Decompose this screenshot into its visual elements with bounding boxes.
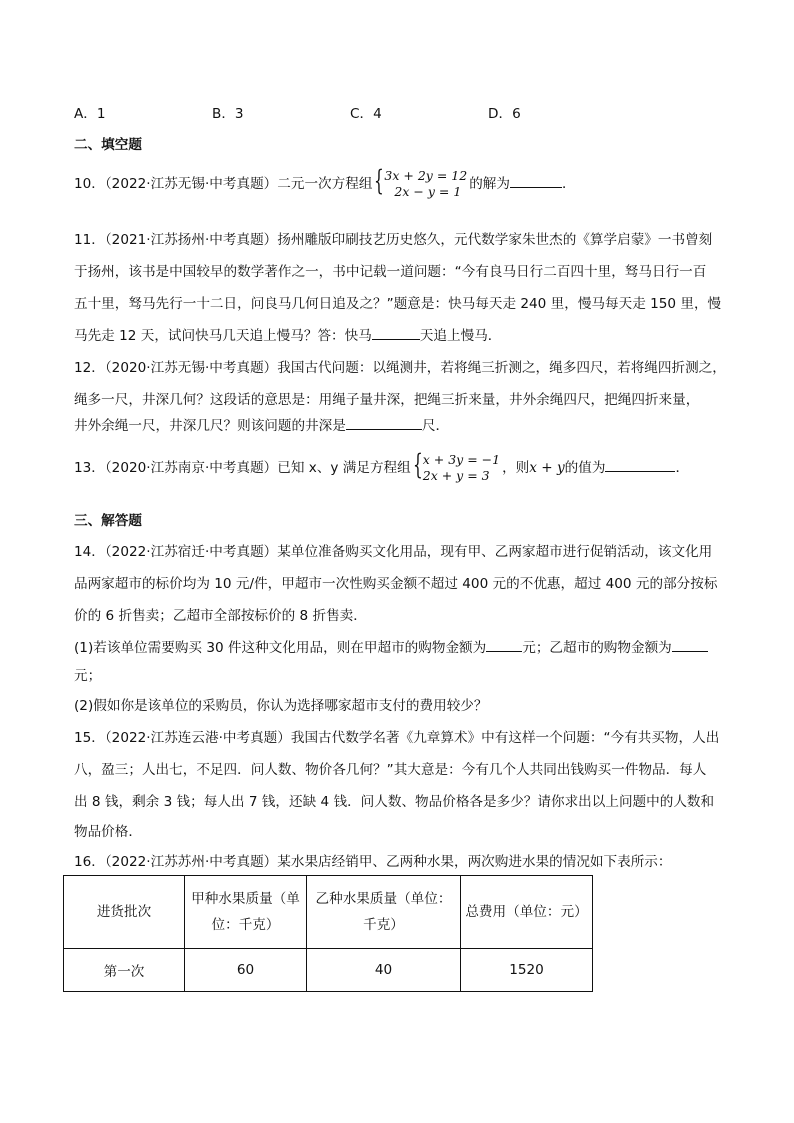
q10-end: ． — [561, 176, 576, 192]
table-cell: 40 — [307, 949, 461, 992]
option-c-value: 4 — [373, 106, 382, 122]
q12-line-3 — [74, 414, 449, 434]
option-b-letter: B． — [212, 106, 235, 122]
q14-part-1-end: 元； — [74, 668, 102, 684]
q11-line-1: 11．（2021·江苏扬州·中考真题）扬州雕版印刷技艺历史悠久，元代数学家朱世杰的《算学启蒙》一书曾刻 — [74, 232, 713, 248]
q12-line-1: 12．（2020·江苏无锡·中考真题）我国古代问题：以绳测井，若将绳三折测之，绳多四尺，若将绳四折测之， — [74, 360, 726, 376]
question-10 — [74, 164, 576, 200]
table-header-cell: 进货批次 — [64, 876, 185, 949]
q11-line-2: 于扬州，该书是中国较早的数学著作之一，书中记载一道问题：“今有良马日行二百四十里，驽马日行一百 — [74, 264, 707, 280]
section-fill-in-title: 二、填空题 — [74, 137, 142, 153]
q14-part-1-mid: 元；乙超市的购物金额为 — [522, 640, 672, 656]
option-c-letter: C． — [350, 106, 374, 122]
q14-part-2: (2)假如你是该单位的采购员，你认为选择哪家超市支付的费用较少？ — [74, 698, 488, 714]
section-answer-title: 三、解答题 — [74, 513, 142, 529]
option-a-value: 1 — [96, 106, 106, 122]
q13-eq1: x + 3y = −1 — [422, 452, 501, 467]
q15-line-2: 八，盈三；人出七，不足四．问人数、物价各几何？”其大意是：今有几个人共同出钱购买一件物品．每人 — [74, 762, 707, 778]
q12-line-3-start: 井外余绳一尺，井深几尺？则该问题的井深是 — [74, 418, 346, 434]
q16-line-1: 16．（2022·江苏苏州·中考真题）某水果店经销甲、乙两种水果，两次购进水果的情况如下表所示： — [74, 854, 672, 870]
table-row — [64, 949, 593, 992]
q12-line-3-end: 尺． — [421, 418, 450, 434]
q14-line-2: 品两家超市的标价均为 10 元/件，甲超市一次性购买金额不超过 400 元的不优惠，超过 400 元的部分按标 — [74, 576, 718, 592]
q13-eq2: 2x + y = 3 — [422, 468, 490, 483]
q11-line-3: 五十里，驽马先行一十二日，问良马几何日追及之？”题意是：快马每天走 240 里，慢马每天走 150 里，慢 — [74, 296, 722, 312]
q11-answer-blank[interactable] — [372, 325, 420, 340]
option-b-value: 3 — [234, 106, 244, 122]
fruit-purchase-table — [63, 875, 593, 992]
q14-part-1-start: (1)若该单位需要购买 30 件这种文化用品，则在甲超市的购物金额为 — [74, 640, 487, 656]
q11-line-4 — [74, 324, 501, 344]
q13-mid: ，则 — [502, 460, 530, 476]
option-d-value: 6 — [512, 106, 521, 122]
q13-end: ． — [675, 460, 690, 476]
question-13 — [74, 448, 690, 484]
q13-expression: x + y — [529, 460, 565, 476]
option-a-letter: A． — [74, 106, 97, 122]
q13-answer-blank[interactable] — [605, 457, 675, 472]
option-a — [74, 102, 106, 122]
q13-equation-system: { x + 3y = −1 2x + y = 3 — [412, 448, 501, 483]
q14-line-1: 14．（2022·江苏宿迁·中考真题）某单位准备购买文化用品，现有甲、乙两家超市进行促销活动，该文化用 — [74, 544, 713, 560]
q10-suffix: 的解为 — [469, 176, 510, 192]
table-header-cell: 乙种水果质量（单位： 千克） — [307, 876, 461, 949]
q14-blank-b[interactable] — [672, 637, 708, 652]
table-header-cell: 总费用（单位：元） — [461, 876, 593, 949]
q15-line-1: 15．（2022·江苏连云港·中考真题）我国古代数学名著《九章算术》中有这样一个问题：“今有共买物，人出 — [74, 730, 720, 746]
q15-line-3: 出 8 钱，剩余 3 钱；每人出 7 钱，还缺 4 钱．问人数、物品价格各是多少？请你求出以上问题中的人数和 — [74, 794, 715, 810]
option-d-letter: D． — [488, 106, 513, 122]
q14-blank-a[interactable] — [486, 637, 522, 652]
q10-eq1: 3x + 2y = 12 — [384, 168, 468, 183]
q10-prefix: 10．（2022·江苏无锡·中考真题）二元一次方程组 — [74, 176, 373, 192]
q12-answer-blank[interactable] — [346, 415, 422, 430]
q13-suffix: 的值为 — [564, 460, 606, 476]
q15-line-4: 物品价格． — [74, 824, 142, 840]
table-header-row — [64, 876, 593, 949]
option-b — [212, 102, 244, 122]
q11-line-4-end: 天追上慢马． — [419, 328, 502, 344]
table-cell: 60 — [185, 949, 307, 992]
q11-line-4-start: 马先走 12 天，试问快马几天追上慢马？答：快马 — [74, 328, 372, 344]
table-cell: 1520 — [461, 949, 593, 992]
option-d — [488, 102, 521, 122]
q10-answer-blank[interactable] — [510, 173, 562, 188]
q13-prefix: 13．（2020·江苏南京·中考真题）已知 x、y 满足方程组 — [74, 460, 411, 476]
q12-line-2: 绳多一尺，井深几何？这段话的意思是：用绳子量井深，把绳三折来量，井外余绳四尺，把绳四折来量， — [74, 392, 700, 408]
option-c — [350, 102, 382, 122]
q10-equation-system: { 3x + 2y = 12 2x − y = 1 — [374, 164, 468, 199]
q14-line-3: 价的 6 折售卖；乙超市全部按标价的 8 折售卖． — [74, 608, 367, 624]
table-header-cell: 甲种水果质量（单 位：千克） — [185, 876, 307, 949]
table-cell: 第一次 — [64, 949, 185, 992]
q14-part-1 — [74, 636, 708, 656]
q10-eq2: 2x − y = 1 — [394, 184, 462, 199]
